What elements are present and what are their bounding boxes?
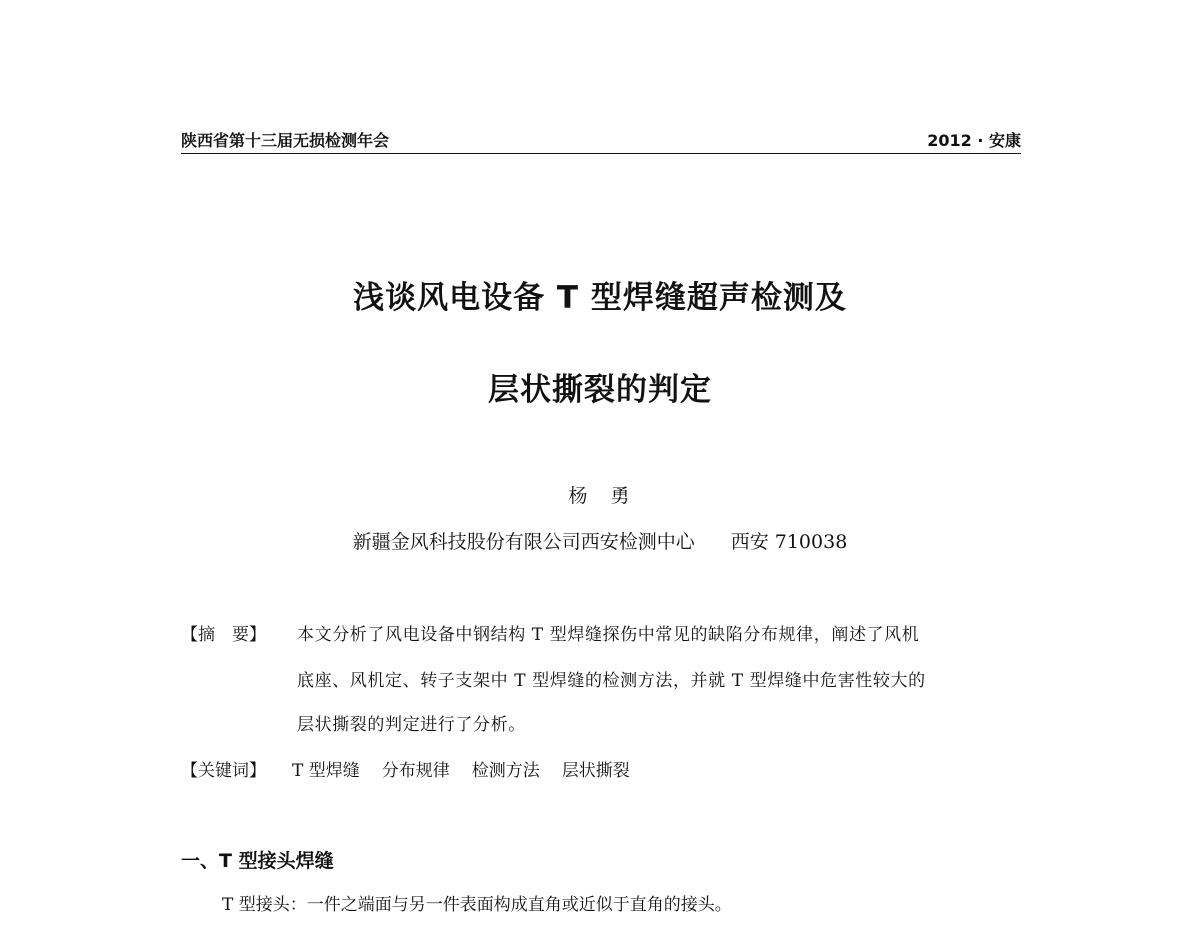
keyword: T 型焊缝 (292, 761, 360, 781)
abstract-line-2: 底座、风机定、转子支架中 T 型焊缝的检测方法，并就 T 型焊缝中危害性较大的 (297, 671, 926, 691)
affiliation-city-zip: 西安 710038 (730, 531, 848, 553)
conference-name: 陕西省第十三届无损检测年会 (181, 131, 390, 150)
year-location: 2012 · 安康 (927, 131, 1021, 150)
abstract-line-1: 本文分析了风电设备中钢结构 T 型焊缝探伤中常见的缺陷分布规律，阐述了风机 (297, 625, 920, 645)
affiliation-org: 新疆金风科技股份有限公司西安检测中心 (352, 531, 695, 553)
section-paragraph: T 型接头：一件之端面与另一件表面构成直角或近似于直角的接头。 (222, 895, 732, 915)
abstract-label: 【摘 要】 (181, 625, 266, 645)
affiliation (0, 527, 1200, 554)
keywords-label: 【关键词】 (181, 761, 266, 781)
keyword: 检测方法 (471, 761, 540, 781)
keywords-list (292, 756, 652, 781)
keyword: 分布规律 (381, 761, 450, 781)
paper-title-line-1: 浅谈风电设备 T 型焊缝超声检测及 (353, 280, 847, 316)
keyword: 层状撕裂 (561, 761, 630, 781)
section-heading: 一、T 型接头焊缝 (181, 850, 334, 872)
author-name: 杨 勇 (568, 485, 632, 507)
paper-title-line-2: 层状撕裂的判定 (488, 372, 712, 408)
running-header (181, 126, 1021, 150)
header-rule (181, 153, 1021, 154)
abstract-line-3: 层状撕裂的判定进行了分析。 (297, 715, 526, 735)
